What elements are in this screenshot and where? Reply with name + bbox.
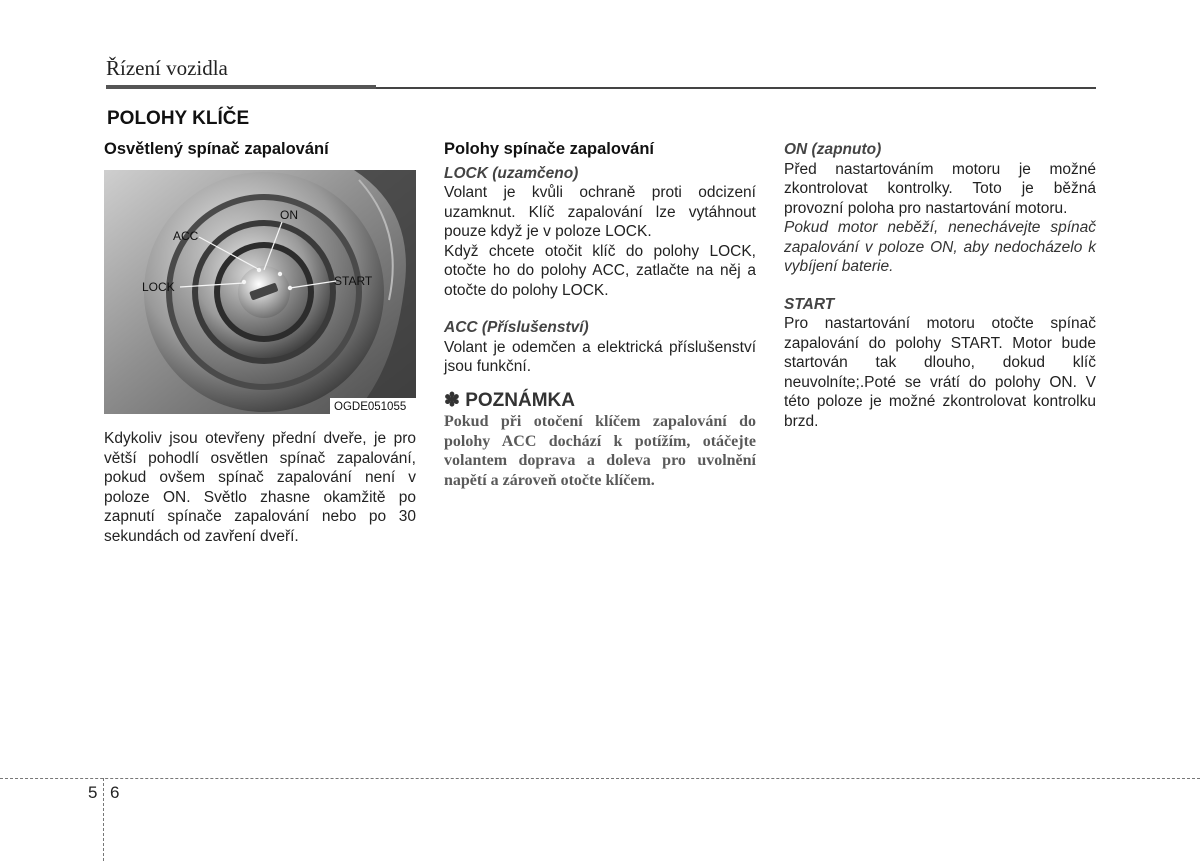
start-paragraph: Pro nastartování motoru otočte spínač zapalování do polohy START. Motor bude startován tak dlouho, dokud klíč neuvolníte;.Poté se vrátí do polohy ON. V této poloze je možné zkontrolovat kontrolku brzd. xyxy=(784,315,1096,430)
column-2 xyxy=(444,140,756,490)
figure-code: OGDE051055 xyxy=(334,401,407,413)
note-title: ✽ POZNÁMKA xyxy=(444,389,575,411)
ignition-switch-figure xyxy=(104,170,416,414)
illuminated-switch-heading: Osvětlený spínač zapalování xyxy=(104,140,329,158)
column-3 xyxy=(784,140,1096,431)
page-number: 6 xyxy=(110,783,120,802)
acc-title: ACC (Příslušenství) xyxy=(444,319,589,336)
illumination-paragraph: Kdykoliv jsou otevřeny přední dveře, je pro větší pohodlí osvětlen spínač zapalování, pokud ovšem spínač zapalování není v poloze ON. Světlo zhasne okamžitě po zapnutí spínače zapalování nebo po 30 sekundách od zavření dveří. xyxy=(104,430,416,545)
lock-paragraph-1: Volant je kvůli ochraně proti odcizení uzamknut. Klíč zapalování lze vytáhnout pouze když je v poloze LOCK. xyxy=(444,184,756,240)
label-lock: LOCK xyxy=(142,280,175,294)
ignition-switch-illustration xyxy=(104,170,416,414)
label-start: START xyxy=(334,274,373,288)
column-1 xyxy=(104,140,416,168)
label-on: ON xyxy=(280,208,298,222)
chapter-number: 5 xyxy=(88,783,98,802)
section-title: POLOHY KLÍČE xyxy=(107,108,250,129)
header-rule-thin xyxy=(376,87,1096,89)
footer-vertical-divider xyxy=(103,778,104,861)
start-title: START xyxy=(784,295,835,313)
lock-paragraph-2: Když chcete otočit klíč do polohy LOCK, otočte ho do polohy ACC, zatlačte na něj a otočte do polohy LOCK. xyxy=(444,242,756,299)
column-1-body xyxy=(104,429,416,546)
header-rule-thick xyxy=(106,85,376,89)
on-paragraph-1: Před nastartováním motoru je možné zkontrolovat kontrolky. Toto je běžná provozní poloha pro nastartování motoru. xyxy=(784,160,1096,217)
chapter-title: Řízení vozidla xyxy=(106,56,228,80)
label-acc: ACC xyxy=(173,229,199,243)
on-paragraph-2: Pokud motor neběží, nenechávejte spínač zapalování v poloze ON, aby nedocházelo k vybíjení baterie. xyxy=(784,219,1096,275)
footer-divider xyxy=(0,778,1200,779)
switch-positions-heading: Polohy spínače zapalování xyxy=(444,140,654,158)
note-text: Pokud při otočení klíčem zapalování do polohy ACC dochází k potížím, otáčejte volantem doprava a doleva pro uvolnění napětí a zároveň otočte klíčem. xyxy=(444,413,756,489)
acc-paragraph: Volant je odemčen a elektrická příslušenství jsou funkční. xyxy=(444,338,756,375)
lock-title: LOCK (uzamčeno) xyxy=(444,164,579,182)
on-title: ON (zapnuto) xyxy=(784,141,882,158)
